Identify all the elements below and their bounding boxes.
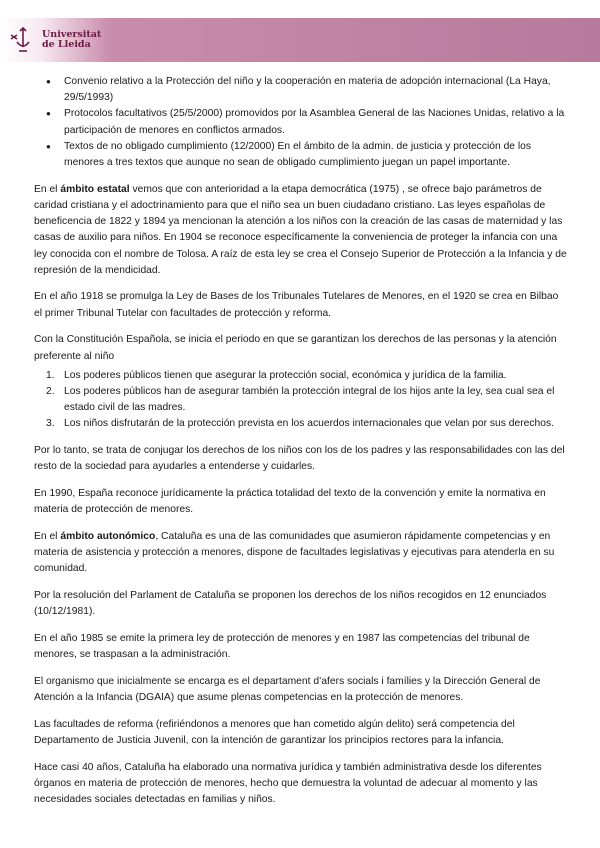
document-body — [34, 74, 567, 819]
bullet-item: ● Convenio relativo a la Protección del niño y la cooperación en materia de adopción internacional (La Haya, 29/5/1993) — [64, 74, 567, 106]
numbered-list — [34, 368, 567, 433]
bullet-item: ● Protocolos facultativos (25/5/2000) promovidos por la Asamblea General de las Naciones Unidas, relativo a la participación de menores en conflictos armados. — [64, 106, 567, 138]
bullet-list — [34, 74, 567, 171]
paragraph-1990: En 1990, España reconoce jurídicamente la práctica totalidad del texto de la convención y emite la normativa en materia de protección de menores. — [34, 487, 546, 516]
paragraph-reforma: Las facultades de reforma (refiriéndonos a menores que han cometido algún delito) será competencia del Departamento de Justicia Juvenil, con la intención de garantizar los principios rectores para la infancia. — [34, 718, 515, 746]
paragraph-ambito-estatal: En el ámbito estatal vemos que con anterioridad a la etapa democrática (1975) , se ofrece bajo parámetros de caridad cristiana y el adoctrinamiento para que el niño sea un buen ciudadano cristiano. Las leyes españolas de beneficencia de 1822 y 1894 ya mencionan la atención a los niños con la creación de las casas de maternidad y las casas de auxilio para niños. En 1904 se reconoce específicamente la conveniencia de proteger la infancia con una ley conocida con el nombre de Tolosa. A raíz de esta ley se crea el Consejo Superior de Protección a la Infancia y de represión de la mendicidad. — [34, 183, 567, 276]
paragraph-conjugar: Por lo tanto, se trata de conjugar los derechos de los niños con los de los padres y las responsabilidades con las del resto de la sociedad para ayudarles a entenderse y cuidarles. — [34, 445, 565, 473]
logo-line-1: Universitat — [42, 29, 102, 40]
university-logo — [8, 24, 128, 56]
paragraph-parlament: Por la resolución del Parlament de Cataluña se proponen los derechos de los niños recogidos en 12 enunciados (10/12/1981). — [34, 589, 547, 618]
numbered-item: 2. Los poderes públicos han de asegurar también la protección integral de los hijos ante la ley, sea cual sea el estado civil de las madres. — [46, 385, 555, 414]
numbered-item: 1. Los poderes públicos tienen que asegurar la protección social, económica y jurídica de la familia. — [46, 369, 507, 381]
paragraph-1985: En el año 1985 se emite la primera ley de protección de menores y en 1987 las competencias del tribunal de menores, se traspasan a la administración. — [34, 632, 530, 661]
numbered-item: 3. Los niños disfrutarán de la protección prevista en los acuerdos internacionales que velan por sus derechos. — [46, 418, 554, 430]
logo-line-2: de Lleida — [42, 39, 91, 50]
paragraph-organismo: El organismo que inicialmente se encarga es el departament d’afers socials i famílies y la Dirección General de Atención a la Infancia (DGAIA) que asume plenas competencias en la protección de menores. — [34, 675, 541, 703]
paragraph-1918: En el año 1918 se promulga la Ley de Bases de los Tribunales Tutelares de Menores, en el 1920 se crea en Bilbao el primer Tribunal Tutelar con facultades de protección y reforma. — [34, 291, 559, 319]
bullet-item: ● Textos de no obligado cumplimiento (12/2000) En el ámbito de la admin. de justicia y protección de los menores a tres textos que aunque no sean de obligado cumplimiento juegan un papel importante. — [64, 139, 567, 171]
paragraph-40-anos: Hace casi 40 años, Cataluña ha elaborado una normativa jurídica y también administrativa desde los diferentes órganos en materia de protección de menores, hecho que demuestra la voluntad de adecuar al momento y las necesidades sociales detectadas en familias y niños. — [34, 761, 542, 806]
paragraph-ambito-autonomico: En el ámbito autonómico, Cataluña es una de las comunidades que asumieron rápidamente competencias y en materia de asistencia y protección a menores, dispone de facultades legislativas y ejecutivas para atenderla en su comunidad. — [34, 530, 555, 575]
bold-term: ámbito autonómico — [60, 530, 156, 542]
paragraph-constitucion: Con la Constitución Española, se inicia el periodo en que se garantizan los derechos de las personas y la atención preferente al niño — [34, 334, 557, 362]
university-emblem-icon — [8, 25, 38, 55]
bold-term: ámbito estatal — [60, 183, 130, 195]
